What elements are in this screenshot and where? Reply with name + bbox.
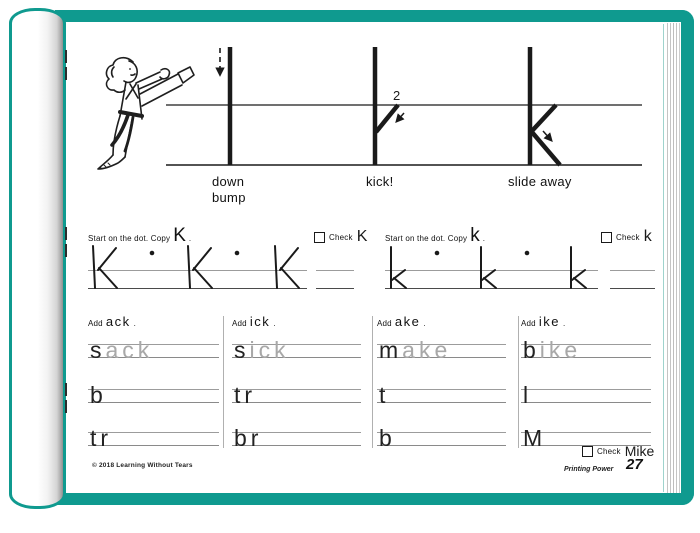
start-dot [525, 251, 530, 256]
word-start-t: t [379, 382, 390, 408]
copyright-text: © 2018 Learning Without Tears [92, 462, 193, 469]
step-label-slide-away: slide away [508, 174, 572, 189]
start-dot [435, 251, 440, 256]
check-label: Check [616, 232, 640, 242]
step-label-down-bump: down bump [212, 174, 246, 205]
check-word: Mike [624, 443, 655, 459]
add-label-ike: Add ike . [521, 314, 566, 329]
add-label-ake: Add ake . [377, 314, 426, 329]
instruction-letter: K [173, 225, 186, 246]
instruction-letter: k [470, 225, 480, 246]
word-start-tr: tr [90, 425, 113, 451]
check-label: Check [329, 232, 353, 242]
word-sick: sick [234, 337, 290, 363]
word-start-tr: tr [234, 382, 257, 408]
word-start-br: br [234, 425, 263, 451]
start-dot [150, 251, 155, 256]
stroke-demo-staff [164, 36, 646, 172]
demo-stroke-kick [376, 105, 398, 132]
slide-arrow-icon [543, 131, 551, 140]
word-make: make [379, 337, 452, 363]
check-mike-group [582, 443, 654, 459]
check-K-checkbox[interactable] [314, 232, 325, 243]
word-start-b: b [90, 382, 107, 408]
word-start-l: l [523, 382, 533, 408]
book-title: Printing Power [564, 466, 614, 473]
step-label-kick: kick! [366, 174, 394, 189]
check-letter: k [643, 228, 652, 245]
copy-instruction-k: Start on the dot. Copy k . [385, 225, 486, 246]
add-label-ack: Add ack . [88, 314, 137, 329]
model-letters-K [86, 244, 358, 292]
instruction-text: Start on the dot. Copy [88, 234, 171, 243]
check-mike-checkbox[interactable] [582, 446, 593, 457]
word-sack: sack [90, 337, 154, 363]
demo-stroke-slide [531, 131, 560, 165]
page-number: 27 [626, 456, 643, 473]
model-letters-k [383, 244, 663, 292]
add-label-ick: Add ick . [232, 314, 276, 329]
kick-arrow-icon [397, 113, 404, 121]
word-start-b: b [379, 425, 396, 451]
check-k-checkbox[interactable] [601, 232, 612, 243]
check-label: Check [597, 446, 621, 456]
word-bike: bike [523, 337, 582, 363]
instruction-text: Start on the dot. Copy [385, 234, 468, 243]
copy-instruction-K: Start on the dot. Copy K . [88, 225, 192, 246]
check-letter: K [356, 228, 368, 245]
column-divider [372, 316, 373, 448]
column-divider [223, 316, 224, 448]
word-start-M: M [523, 425, 547, 451]
stroke-number: 2 [393, 88, 401, 103]
start-dot [235, 251, 240, 256]
column-divider [518, 316, 519, 448]
book-spine-roll [9, 8, 66, 509]
